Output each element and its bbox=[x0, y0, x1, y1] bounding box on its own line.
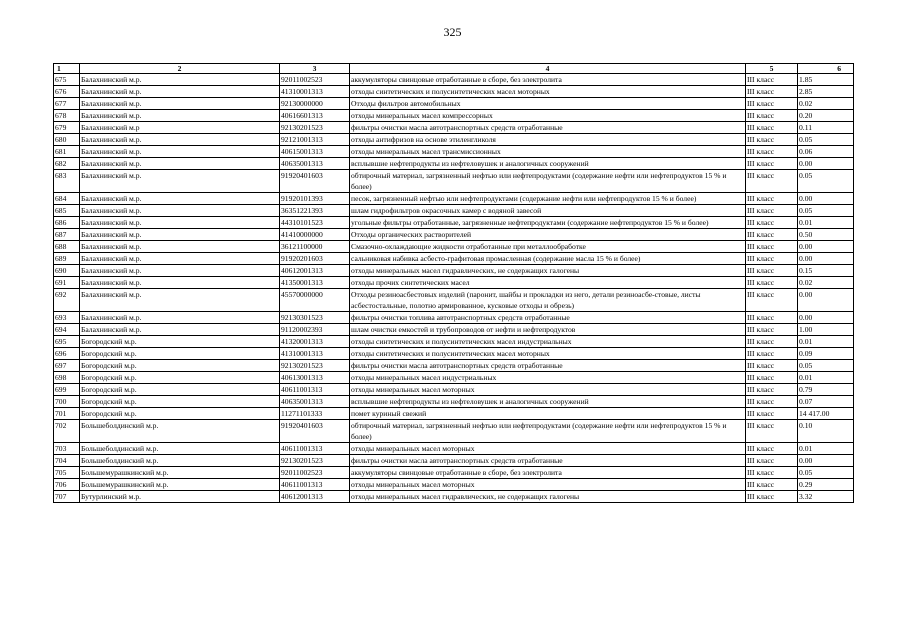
table-row bbox=[54, 336, 854, 348]
column-header: 4 bbox=[350, 64, 746, 74]
district-name: Балахнинский м.р. bbox=[80, 74, 280, 86]
waste-description: аккумуляторы свинцовые отработанные в сборе, без электролита bbox=[350, 74, 746, 86]
district-name: Богородский м.р. bbox=[80, 336, 280, 348]
row-number: 686 bbox=[54, 217, 80, 229]
page-number: 325 bbox=[443, 25, 462, 39]
amount: 0.00 bbox=[798, 241, 854, 253]
waste-code: 91920201603 bbox=[280, 253, 350, 265]
table-row bbox=[54, 408, 854, 420]
row-number: 680 bbox=[54, 134, 80, 146]
table-row bbox=[54, 74, 854, 86]
hazard-class: III класс bbox=[746, 229, 798, 241]
table-row bbox=[54, 122, 854, 134]
waste-description: отходы синтетических и полусинтетических масел моторных bbox=[350, 86, 746, 98]
row-number: 695 bbox=[54, 336, 80, 348]
waste-description: отходы минеральных масел моторных bbox=[350, 479, 746, 491]
waste-code: 41310001313 bbox=[280, 86, 350, 98]
waste-code: 36121100000 bbox=[280, 241, 350, 253]
amount: 0.15 bbox=[798, 265, 854, 277]
amount: 0.20 bbox=[798, 110, 854, 122]
hazard-class: III класс bbox=[746, 193, 798, 205]
district-name: Балахнинский м.р. bbox=[80, 86, 280, 98]
amount: 0.11 bbox=[798, 122, 854, 134]
district-name: Балахнинский м.р. bbox=[80, 229, 280, 241]
waste-code: 92011002523 bbox=[280, 74, 350, 86]
amount: 0.05 bbox=[798, 170, 854, 193]
amount: 1.00 bbox=[798, 324, 854, 336]
waste-code: 41410000000 bbox=[280, 229, 350, 241]
amount: 0.05 bbox=[798, 467, 854, 479]
hazard-class: III класс bbox=[746, 134, 798, 146]
row-number: 694 bbox=[54, 324, 80, 336]
waste-code: 91920101393 bbox=[280, 193, 350, 205]
waste-description: отходы минеральных масел моторных bbox=[350, 384, 746, 396]
table-row bbox=[54, 372, 854, 384]
column-header: 6 bbox=[798, 64, 854, 74]
hazard-class: III класс bbox=[746, 467, 798, 479]
hazard-class: III класс bbox=[746, 86, 798, 98]
waste-code: 44310101523 bbox=[280, 217, 350, 229]
waste-code: 40612001313 bbox=[280, 491, 350, 503]
waste-description: отходы синтетических и полусинтетических масел индустриальных bbox=[350, 336, 746, 348]
waste-code: 91920401603 bbox=[280, 420, 350, 443]
district-name: Балахнинский м.р. bbox=[80, 98, 280, 110]
table-row bbox=[54, 324, 854, 336]
row-number: 703 bbox=[54, 443, 80, 455]
amount: 2.85 bbox=[798, 86, 854, 98]
hazard-class: III класс bbox=[746, 336, 798, 348]
waste-code: 92011002523 bbox=[280, 467, 350, 479]
row-number: 688 bbox=[54, 241, 80, 253]
amount: 0.05 bbox=[798, 134, 854, 146]
table-row bbox=[54, 455, 854, 467]
hazard-class: III класс bbox=[746, 265, 798, 277]
district-name: Балахнинский м.р. bbox=[80, 205, 280, 217]
row-number: 678 bbox=[54, 110, 80, 122]
hazard-class: III класс bbox=[746, 384, 798, 396]
amount: 0.07 bbox=[798, 396, 854, 408]
amount: 0.01 bbox=[798, 336, 854, 348]
amount: 0.29 bbox=[798, 479, 854, 491]
amount: 0.01 bbox=[798, 443, 854, 455]
waste-description: отходы минеральных масел гидравлических, не содержащих галогены bbox=[350, 265, 746, 277]
row-number: 693 bbox=[54, 312, 80, 324]
table-row bbox=[54, 158, 854, 170]
district-name: Балахнинский м.р. bbox=[80, 193, 280, 205]
waste-description: Отходы фильтров автомобильных bbox=[350, 98, 746, 110]
waste-description: обтирочный материал, загрязненный нефтью или нефтепродуктами (содержание нефти или нефтепродуктов 15 % и более) bbox=[350, 170, 746, 193]
amount: 0.01 bbox=[798, 372, 854, 384]
row-number: 704 bbox=[54, 455, 80, 467]
waste-description: помет куриный свежий bbox=[350, 408, 746, 420]
hazard-class: III класс bbox=[746, 312, 798, 324]
row-number: 702 bbox=[54, 420, 80, 443]
waste-description: отходы минеральных масел гидравлических, не содержащих галогены bbox=[350, 491, 746, 503]
row-number: 683 bbox=[54, 170, 80, 193]
waste-code: 40611001313 bbox=[280, 384, 350, 396]
district-name: Большемурашкинский м.р. bbox=[80, 479, 280, 491]
table-row bbox=[54, 443, 854, 455]
table-row bbox=[54, 193, 854, 205]
table-row bbox=[54, 467, 854, 479]
waste-description: Отходы резиноасбестовых изделий (паронит, шайбы и прокладки из него, детали резиноасбе-стовые, листы асбестостальные, полотно армированное, кусковые отходы и обрезь) bbox=[350, 289, 746, 312]
amount: 0.09 bbox=[798, 348, 854, 360]
hazard-class: III класс bbox=[746, 253, 798, 265]
hazard-class: III класс bbox=[746, 146, 798, 158]
hazard-class: III класс bbox=[746, 241, 798, 253]
waste-code: 41350001313 bbox=[280, 277, 350, 289]
row-number: 706 bbox=[54, 479, 80, 491]
table-row bbox=[54, 134, 854, 146]
waste-description: шлам гидрофильтров окрасочных камер с водяной завесой bbox=[350, 205, 746, 217]
hazard-class: III класс bbox=[746, 324, 798, 336]
amount: 0.05 bbox=[798, 360, 854, 372]
row-number: 679 bbox=[54, 122, 80, 134]
waste-code: 41320001313 bbox=[280, 336, 350, 348]
amount: 0.01 bbox=[798, 217, 854, 229]
table-header bbox=[54, 64, 854, 74]
district-name: Балахнинский м.р. bbox=[80, 241, 280, 253]
table-row bbox=[54, 384, 854, 396]
district-name: Балахнинский м.р. bbox=[80, 158, 280, 170]
hazard-class: III класс bbox=[746, 217, 798, 229]
amount: 14 417.00 bbox=[798, 408, 854, 420]
district-name: Большеболдинский м.р. bbox=[80, 420, 280, 443]
district-name: Балахнинский м.р. bbox=[80, 217, 280, 229]
waste-description: отходы синтетических и полусинтетических масел моторных bbox=[350, 348, 746, 360]
column-header: 3 bbox=[280, 64, 350, 74]
table-row bbox=[54, 396, 854, 408]
district-name: Большемурашкинский м.р. bbox=[80, 467, 280, 479]
district-name: Бутурлинский м.р. bbox=[80, 491, 280, 503]
table-row bbox=[54, 289, 854, 312]
waste-code: 40612001313 bbox=[280, 265, 350, 277]
waste-code: 11271101333 bbox=[280, 408, 350, 420]
district-name: Балахнинский м.р. bbox=[80, 134, 280, 146]
table-row bbox=[54, 205, 854, 217]
table-row bbox=[54, 241, 854, 253]
amount: 0.06 bbox=[798, 146, 854, 158]
district-name: Большеболдинский м.р. bbox=[80, 455, 280, 467]
waste-description: обтирочный материал, загрязненный нефтью или нефтепродуктами (содержание нефти или нефтепродуктов 15 % и более) bbox=[350, 420, 746, 443]
district-name: Большеболдинский м.р. bbox=[80, 443, 280, 455]
district-name: Богородский м.р. bbox=[80, 384, 280, 396]
row-number: 675 bbox=[54, 74, 80, 86]
waste-description: фильтры очистки топлива автотранспортных средств отработанные bbox=[350, 312, 746, 324]
row-number: 701 bbox=[54, 408, 80, 420]
waste-code: 92130000000 bbox=[280, 98, 350, 110]
waste-code: 36351221393 bbox=[280, 205, 350, 217]
table-row bbox=[54, 217, 854, 229]
hazard-class: III класс bbox=[746, 443, 798, 455]
hazard-class: III класс bbox=[746, 158, 798, 170]
waste-description: фильтры очистки масла автотранспортных средств отработанные bbox=[350, 122, 746, 134]
table-row bbox=[54, 277, 854, 289]
hazard-class: III класс bbox=[746, 348, 798, 360]
waste-description: песок, загрязненный нефтью или нефтепродуктами (содержание нефти или нефтепродуктов 15 % и более) bbox=[350, 193, 746, 205]
hazard-class: III класс bbox=[746, 420, 798, 443]
waste-description: отходы прочих синтетических масел bbox=[350, 277, 746, 289]
table-row bbox=[54, 98, 854, 110]
header-row bbox=[54, 64, 854, 74]
table-row bbox=[54, 253, 854, 265]
waste-description: Смазочно-охлаждающие жидкости отработанные при металлообработке bbox=[350, 241, 746, 253]
column-header: 2 bbox=[80, 64, 280, 74]
table-row bbox=[54, 86, 854, 98]
row-number: 691 bbox=[54, 277, 80, 289]
district-name: Богородский м.р. bbox=[80, 348, 280, 360]
hazard-class: III класс bbox=[746, 122, 798, 134]
waste-code: 45570000000 bbox=[280, 289, 350, 312]
amount: 0.02 bbox=[798, 277, 854, 289]
waste-description: отходы минеральных масел трансмиссионных bbox=[350, 146, 746, 158]
table-body bbox=[54, 74, 854, 503]
hazard-class: III класс bbox=[746, 74, 798, 86]
waste-description: аккумуляторы свинцовые отработанные в сборе, без электролита bbox=[350, 467, 746, 479]
hazard-class: III класс bbox=[746, 372, 798, 384]
waste-code: 91120002393 bbox=[280, 324, 350, 336]
row-number: 705 bbox=[54, 467, 80, 479]
row-number: 707 bbox=[54, 491, 80, 503]
table-row bbox=[54, 146, 854, 158]
waste-description: шлам очистки емкостей и трубопроводов от нефти и нефтепродуктов bbox=[350, 324, 746, 336]
row-number: 692 bbox=[54, 289, 80, 312]
row-number: 677 bbox=[54, 98, 80, 110]
table-row bbox=[54, 420, 854, 443]
amount: 0.00 bbox=[798, 253, 854, 265]
district-name: Богородский м.р. bbox=[80, 396, 280, 408]
waste-description: сальниковая набивка асбесто-графитовая промасленная (содержание масла 15 % и более) bbox=[350, 253, 746, 265]
hazard-class: III класс bbox=[746, 110, 798, 122]
waste-description: отходы минеральных масел моторных bbox=[350, 443, 746, 455]
waste-description: фильтры очистки масла автотранспортных средств отработанные bbox=[350, 360, 746, 372]
row-number: 689 bbox=[54, 253, 80, 265]
district-name: Богородский м.р. bbox=[80, 372, 280, 384]
waste-code: 92121001313 bbox=[280, 134, 350, 146]
amount: 0.00 bbox=[798, 158, 854, 170]
waste-description: угольные фильтры отработанные, загрязненные нефтепродуктами (содержание нефтепродуктов 15 % и более) bbox=[350, 217, 746, 229]
district-name: Балахнинский м.р. bbox=[80, 324, 280, 336]
amount: 0.50 bbox=[798, 229, 854, 241]
waste-code: 40611001313 bbox=[280, 443, 350, 455]
waste-description: всплывшие нефтепродукты из нефтеловушек и аналогичных сооружений bbox=[350, 158, 746, 170]
waste-code: 40613001313 bbox=[280, 372, 350, 384]
district-name: Балахнинский м.р. bbox=[80, 110, 280, 122]
waste-code: 41310001313 bbox=[280, 348, 350, 360]
row-number: 681 bbox=[54, 146, 80, 158]
waste-code: 40616601313 bbox=[280, 110, 350, 122]
table-row bbox=[54, 312, 854, 324]
table-row bbox=[54, 348, 854, 360]
table-row bbox=[54, 229, 854, 241]
row-number: 696 bbox=[54, 348, 80, 360]
waste-code: 40611001313 bbox=[280, 479, 350, 491]
amount: 0.02 bbox=[798, 98, 854, 110]
row-number: 699 bbox=[54, 384, 80, 396]
district-name: Балахнинский м.р. bbox=[80, 146, 280, 158]
hazard-class: III класс bbox=[746, 479, 798, 491]
district-name: Балахнинский м.р. bbox=[80, 170, 280, 193]
waste-description: Отходы органических растворителей bbox=[350, 229, 746, 241]
amount: 0.00 bbox=[798, 312, 854, 324]
amount: 0.79 bbox=[798, 384, 854, 396]
hazard-class: III класс bbox=[746, 289, 798, 312]
row-number: 700 bbox=[54, 396, 80, 408]
district-name: Богородский м.р. bbox=[80, 360, 280, 372]
amount: 0.10 bbox=[798, 420, 854, 443]
row-number: 685 bbox=[54, 205, 80, 217]
row-number: 682 bbox=[54, 158, 80, 170]
column-header: 1 bbox=[54, 64, 80, 74]
row-number: 697 bbox=[54, 360, 80, 372]
waste-code: 40635001313 bbox=[280, 396, 350, 408]
row-number: 684 bbox=[54, 193, 80, 205]
waste-description: отходы минеральных масел индустриальных bbox=[350, 372, 746, 384]
hazard-class: III класс bbox=[746, 205, 798, 217]
district-name: Балахнинский м.р. bbox=[80, 312, 280, 324]
hazard-class: III класс bbox=[746, 408, 798, 420]
district-name: Балахнинский м.р. bbox=[80, 253, 280, 265]
table-row bbox=[54, 265, 854, 277]
district-name: Балахнинский м.р bbox=[80, 122, 280, 134]
amount: 0.00 bbox=[798, 455, 854, 467]
waste-code: 40635001313 bbox=[280, 158, 350, 170]
column-header: 5 bbox=[746, 64, 798, 74]
waste-description: отходы минеральных масел компрессорных bbox=[350, 110, 746, 122]
hazard-class: III класс bbox=[746, 170, 798, 193]
hazard-class: III класс bbox=[746, 455, 798, 467]
waste-description: отходы антифризов на основе этиленгликоля bbox=[350, 134, 746, 146]
district-name: Богородский м.р. bbox=[80, 408, 280, 420]
district-name: Балахнинский м.р. bbox=[80, 289, 280, 312]
amount: 1.85 bbox=[798, 74, 854, 86]
hazard-class: III класс bbox=[746, 491, 798, 503]
hazard-class: III класс bbox=[746, 360, 798, 372]
row-number: 698 bbox=[54, 372, 80, 384]
waste-code: 92130301523 bbox=[280, 312, 350, 324]
amount: 0.05 bbox=[798, 205, 854, 217]
district-name: Балахнинский м.р. bbox=[80, 277, 280, 289]
waste-registry-table bbox=[53, 63, 854, 503]
amount: 3.32 bbox=[798, 491, 854, 503]
hazard-class: III класс bbox=[746, 277, 798, 289]
table-row bbox=[54, 110, 854, 122]
row-number: 676 bbox=[54, 86, 80, 98]
row-number: 690 bbox=[54, 265, 80, 277]
waste-code: 40615001313 bbox=[280, 146, 350, 158]
table-row bbox=[54, 479, 854, 491]
table-row bbox=[54, 170, 854, 193]
waste-code: 92130201523 bbox=[280, 122, 350, 134]
waste-code: 92130201523 bbox=[280, 455, 350, 467]
amount: 0.00 bbox=[798, 193, 854, 205]
waste-code: 91920401603 bbox=[280, 170, 350, 193]
waste-description: фильтры очистки масла автотранспортных средств отработанные bbox=[350, 455, 746, 467]
amount: 0.00 bbox=[798, 289, 854, 312]
waste-code: 92130201523 bbox=[280, 360, 350, 372]
table-row bbox=[54, 491, 854, 503]
district-name: Балахнинский м.р. bbox=[80, 265, 280, 277]
table-row bbox=[54, 360, 854, 372]
hazard-class: III класс bbox=[746, 98, 798, 110]
row-number: 687 bbox=[54, 229, 80, 241]
hazard-class: III класс bbox=[746, 396, 798, 408]
waste-description: всплывшие нефтепродукты из нефтеловушек и аналогичных сооружений bbox=[350, 396, 746, 408]
